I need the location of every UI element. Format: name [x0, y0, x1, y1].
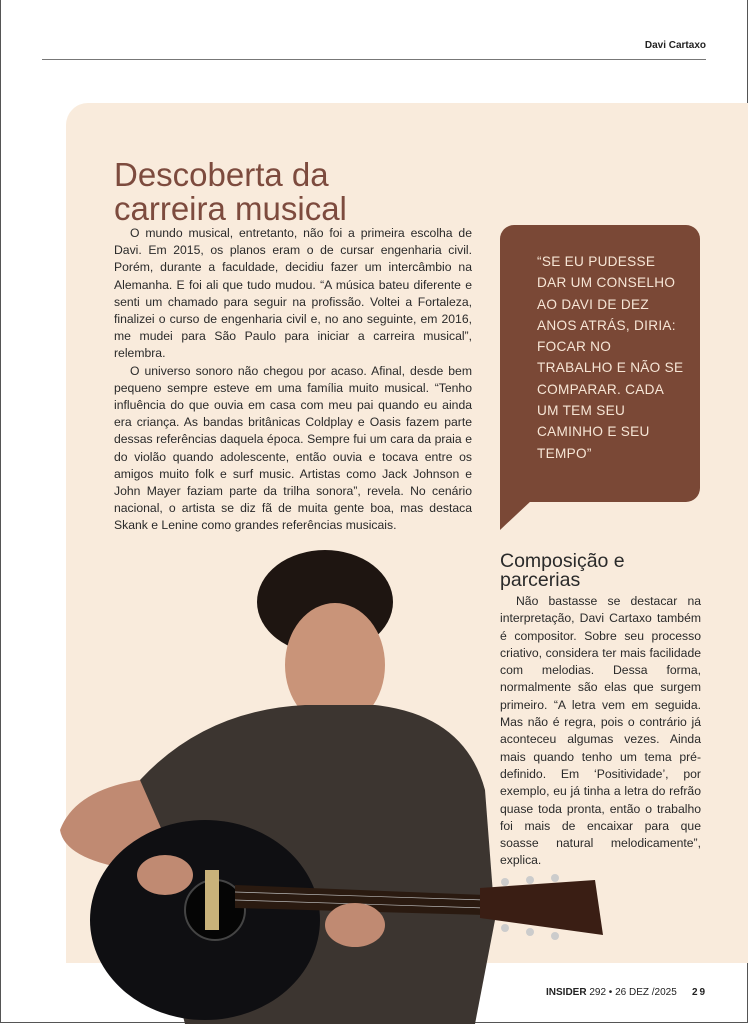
article-body: [114, 225, 472, 535]
paragraph: O universo sonoro não chegou por acaso. Afinal, desde bem pequeno sempre esteve em uma família muito musical. “Tenho influência do que ouvia em casa com meu pai quando eu ainda era criança. As bandas britânicas Coldplay e Oasis fazem parte dessas referências daquela época. Sempre fui um cara da praia e do violão quando adolescente, então ouvia e tocava entre os amigos muito folk e surf music. Artistas como Jack Johnson e John Mayer faziam parte da trilha sonora”, revela. No cenário nacional, o artista se diz fã de muita gente boa, mas destaca Skank e Lenine como grandes referências musicais.: [114, 363, 472, 533]
pull-quote: “SE EU PUDESSE DAR UM CONSELHO AO DAVI DE DEZ ANOS ATRÁS, DIRIA: FOCAR NO TRABALHO E NÃO SE COMPARAR. CADA UM TEM SEU CAMINHO E SEU TEMPO”: [537, 254, 684, 461]
running-head: Davi Cartaxo: [644, 40, 706, 51]
section-title: Composição e parcerias: [500, 550, 625, 591]
section-body: [500, 593, 701, 870]
paragraph: O mundo musical, entretanto, não foi a primeira escolha de Davi. Em 2015, os planos eram o de cursar engenharia civil. Porém, durante a faculdade, decidiu fazer um intercâmbio na Alemanha. E foi ali que tudo mudou. “A música bateu diferente e senti um chamado para seguir na profissão. Voltei a Fortaleza, finalizei o curso de engenharia civil e, no ano seguinte, em 2016, me mudei para São Paulo para iniciar a carreira musical”, relembra.: [114, 226, 472, 361]
footer-issue: [546, 987, 677, 998]
paragraph: Não bastasse se destacar na interpretação, Davi Cartaxo também é compositor. Sobre seu processo criativo, considera ter mais facilidade com melodias. Dessa forma, normalmente são elas que surgem primeiro. “A letra vem em seguida. Mas não é regra, pois o contrário já aconteceu algumas vezes. Ainda mais quando tenho um tema pré-definido. Em ‘Positividade’, por exemplo, eu já tinha a letra do refrão quase toda pronta, então o trabalho foi mais de encaixar para que soasse natural melodicamente”, explica.: [500, 594, 701, 868]
magazine-name: INSIDER: [546, 987, 587, 998]
issue-info: 292 • 26 DEZ /2025: [589, 987, 677, 998]
article-title: Descoberta da carreira musical: [114, 156, 347, 227]
header-rule: [42, 59, 706, 60]
page-number: 29: [692, 987, 708, 998]
pull-quote-tail: [500, 500, 532, 530]
